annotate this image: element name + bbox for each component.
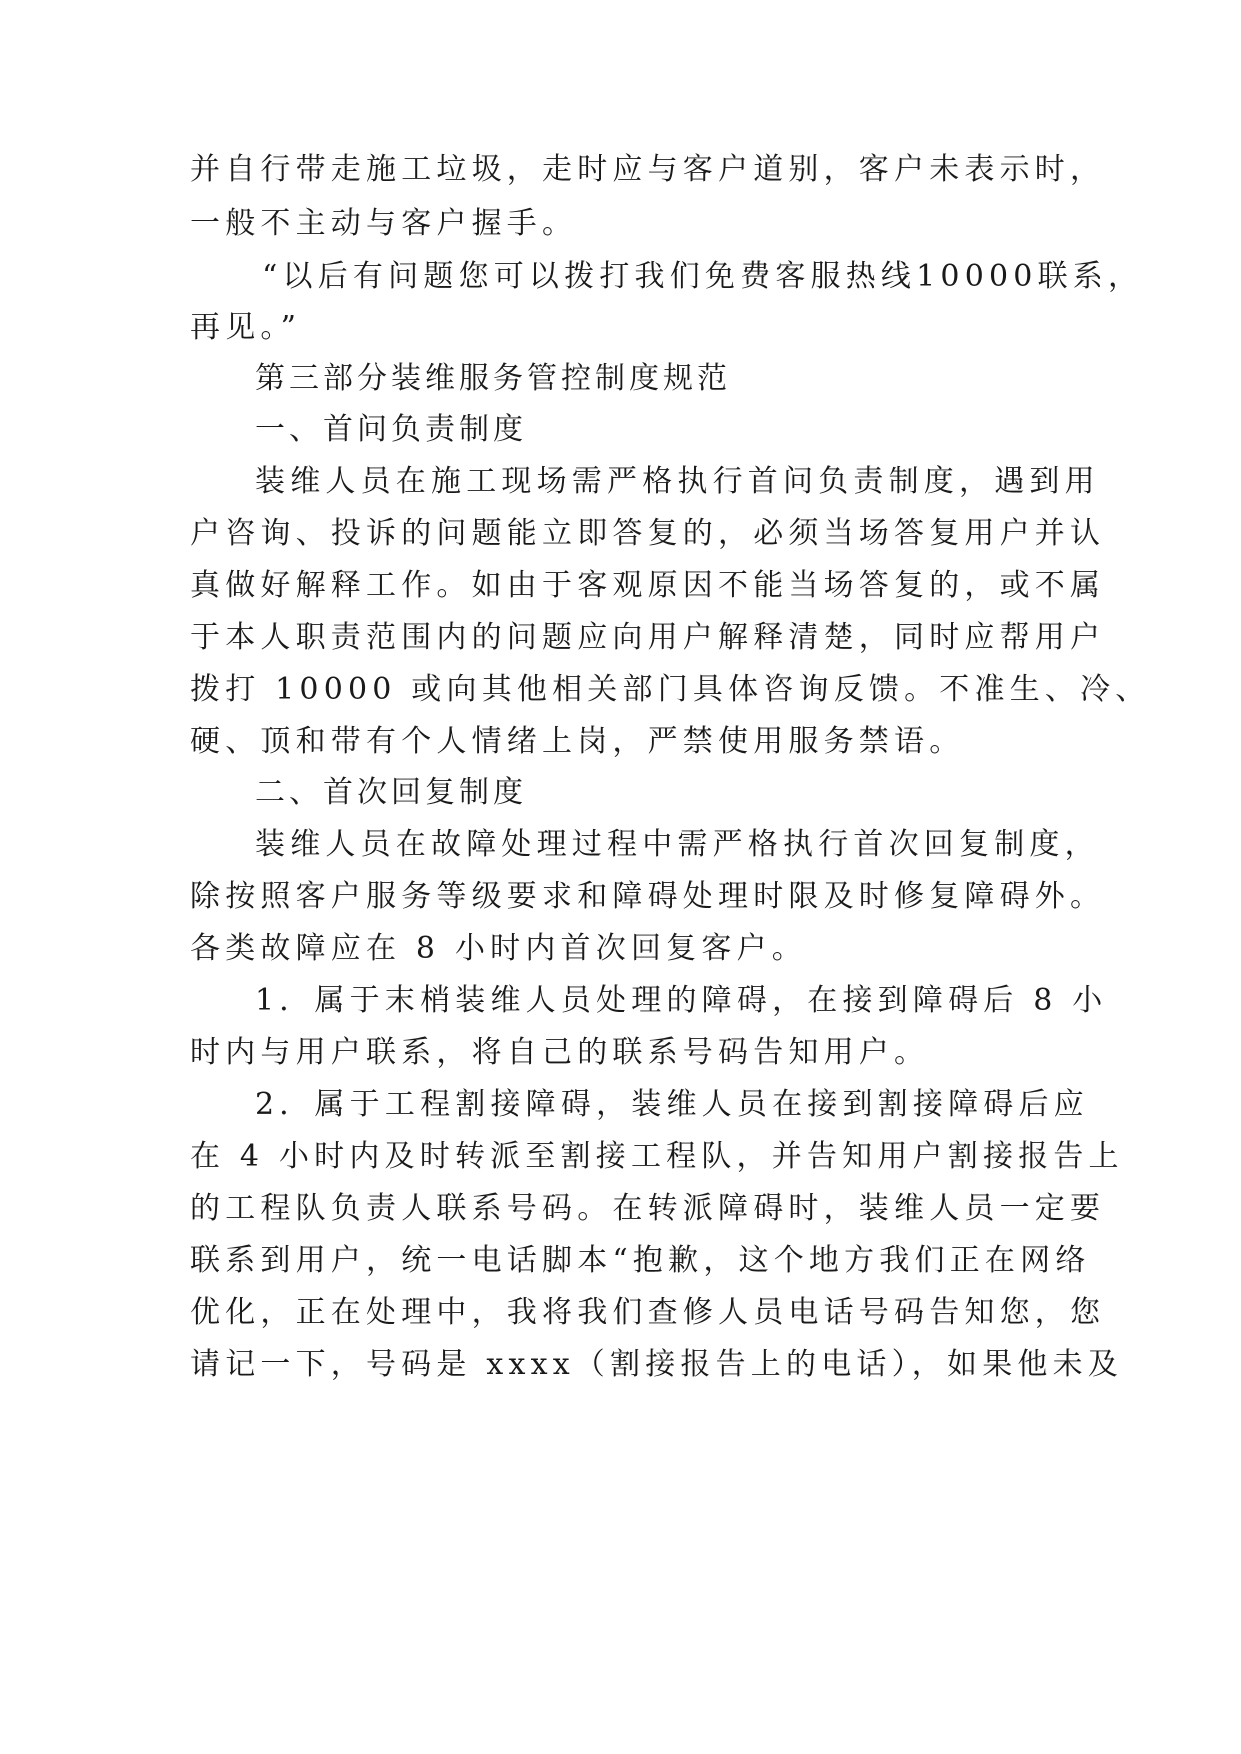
list-item: 2．属于工程割接障碍，装维人员在接到割接障碍后应: [255, 1087, 1089, 1122]
body-text-line: 的工程队负责人联系号码。在转派障碍时，装维人员一定要: [190, 1191, 1106, 1226]
body-text-line: 一般不主动与客户握手。: [190, 206, 578, 241]
body-text-line: “以后有问题您可以拨打我们免费客服热线10000联系，: [262, 259, 1144, 294]
body-text-line: 再见。”: [190, 310, 302, 345]
body-text-line: 于本人职责范围内的问题应向用户解释清楚，同时应帮用户: [190, 620, 1106, 655]
body-text-line: 时内与用户联系，将自己的联系号码告知用户。: [190, 1035, 930, 1070]
list-item: 1．属于末梢装维人员处理的障碍，在接到障碍后 8 小: [255, 983, 1108, 1018]
body-text-line: 硬、顶和带有个人情绪上岗，严禁使用服务禁语。: [190, 724, 965, 759]
body-text-line: 除按照客户服务等级要求和障碍处理时限及时修复障碍外。: [190, 879, 1106, 914]
subsection-heading: 二、首次回复制度: [255, 775, 527, 810]
body-text-line: 真做好解释工作。如由于客观原因不能当场答复的，或不属: [190, 568, 1106, 603]
body-text-line: 优化，正在处理中，我将我们查修人员电话号码告知您，您: [190, 1295, 1106, 1330]
section-heading: 第三部分装维服务管控制度规范: [255, 361, 731, 396]
body-text-line: 装维人员在施工现场需严格执行首问负责制度，遇到用: [255, 464, 1100, 499]
body-text-line: 在 4 小时内及时转派至割接工程队，并告知用户割接报告上: [190, 1139, 1124, 1174]
body-text-line: 拨打 10000 或向其他相关部门具体咨询反馈。不准生、冷、: [190, 672, 1151, 707]
body-text-line: 联系到用户，统一电话脚本“抱歉，这个地方我们正在网络: [190, 1243, 1091, 1278]
body-text-line: 户咨询、投诉的问题能立即答复的，必须当场答复用户并认: [190, 516, 1106, 551]
body-text-line: 并自行带走施工垃圾，走时应与客户道别，客户未表示时，: [190, 152, 1106, 187]
body-text-line: 各类故障应在 8 小时内首次回复客户。: [190, 931, 807, 966]
body-text-line: 请记一下，号码是 xxxx（割接报告上的电话），如果他未及: [190, 1347, 1124, 1382]
body-text-line: 装维人员在故障处理过程中需严格执行首次回复制度，: [255, 827, 1100, 862]
subsection-heading: 一、首问负责制度: [255, 412, 527, 447]
